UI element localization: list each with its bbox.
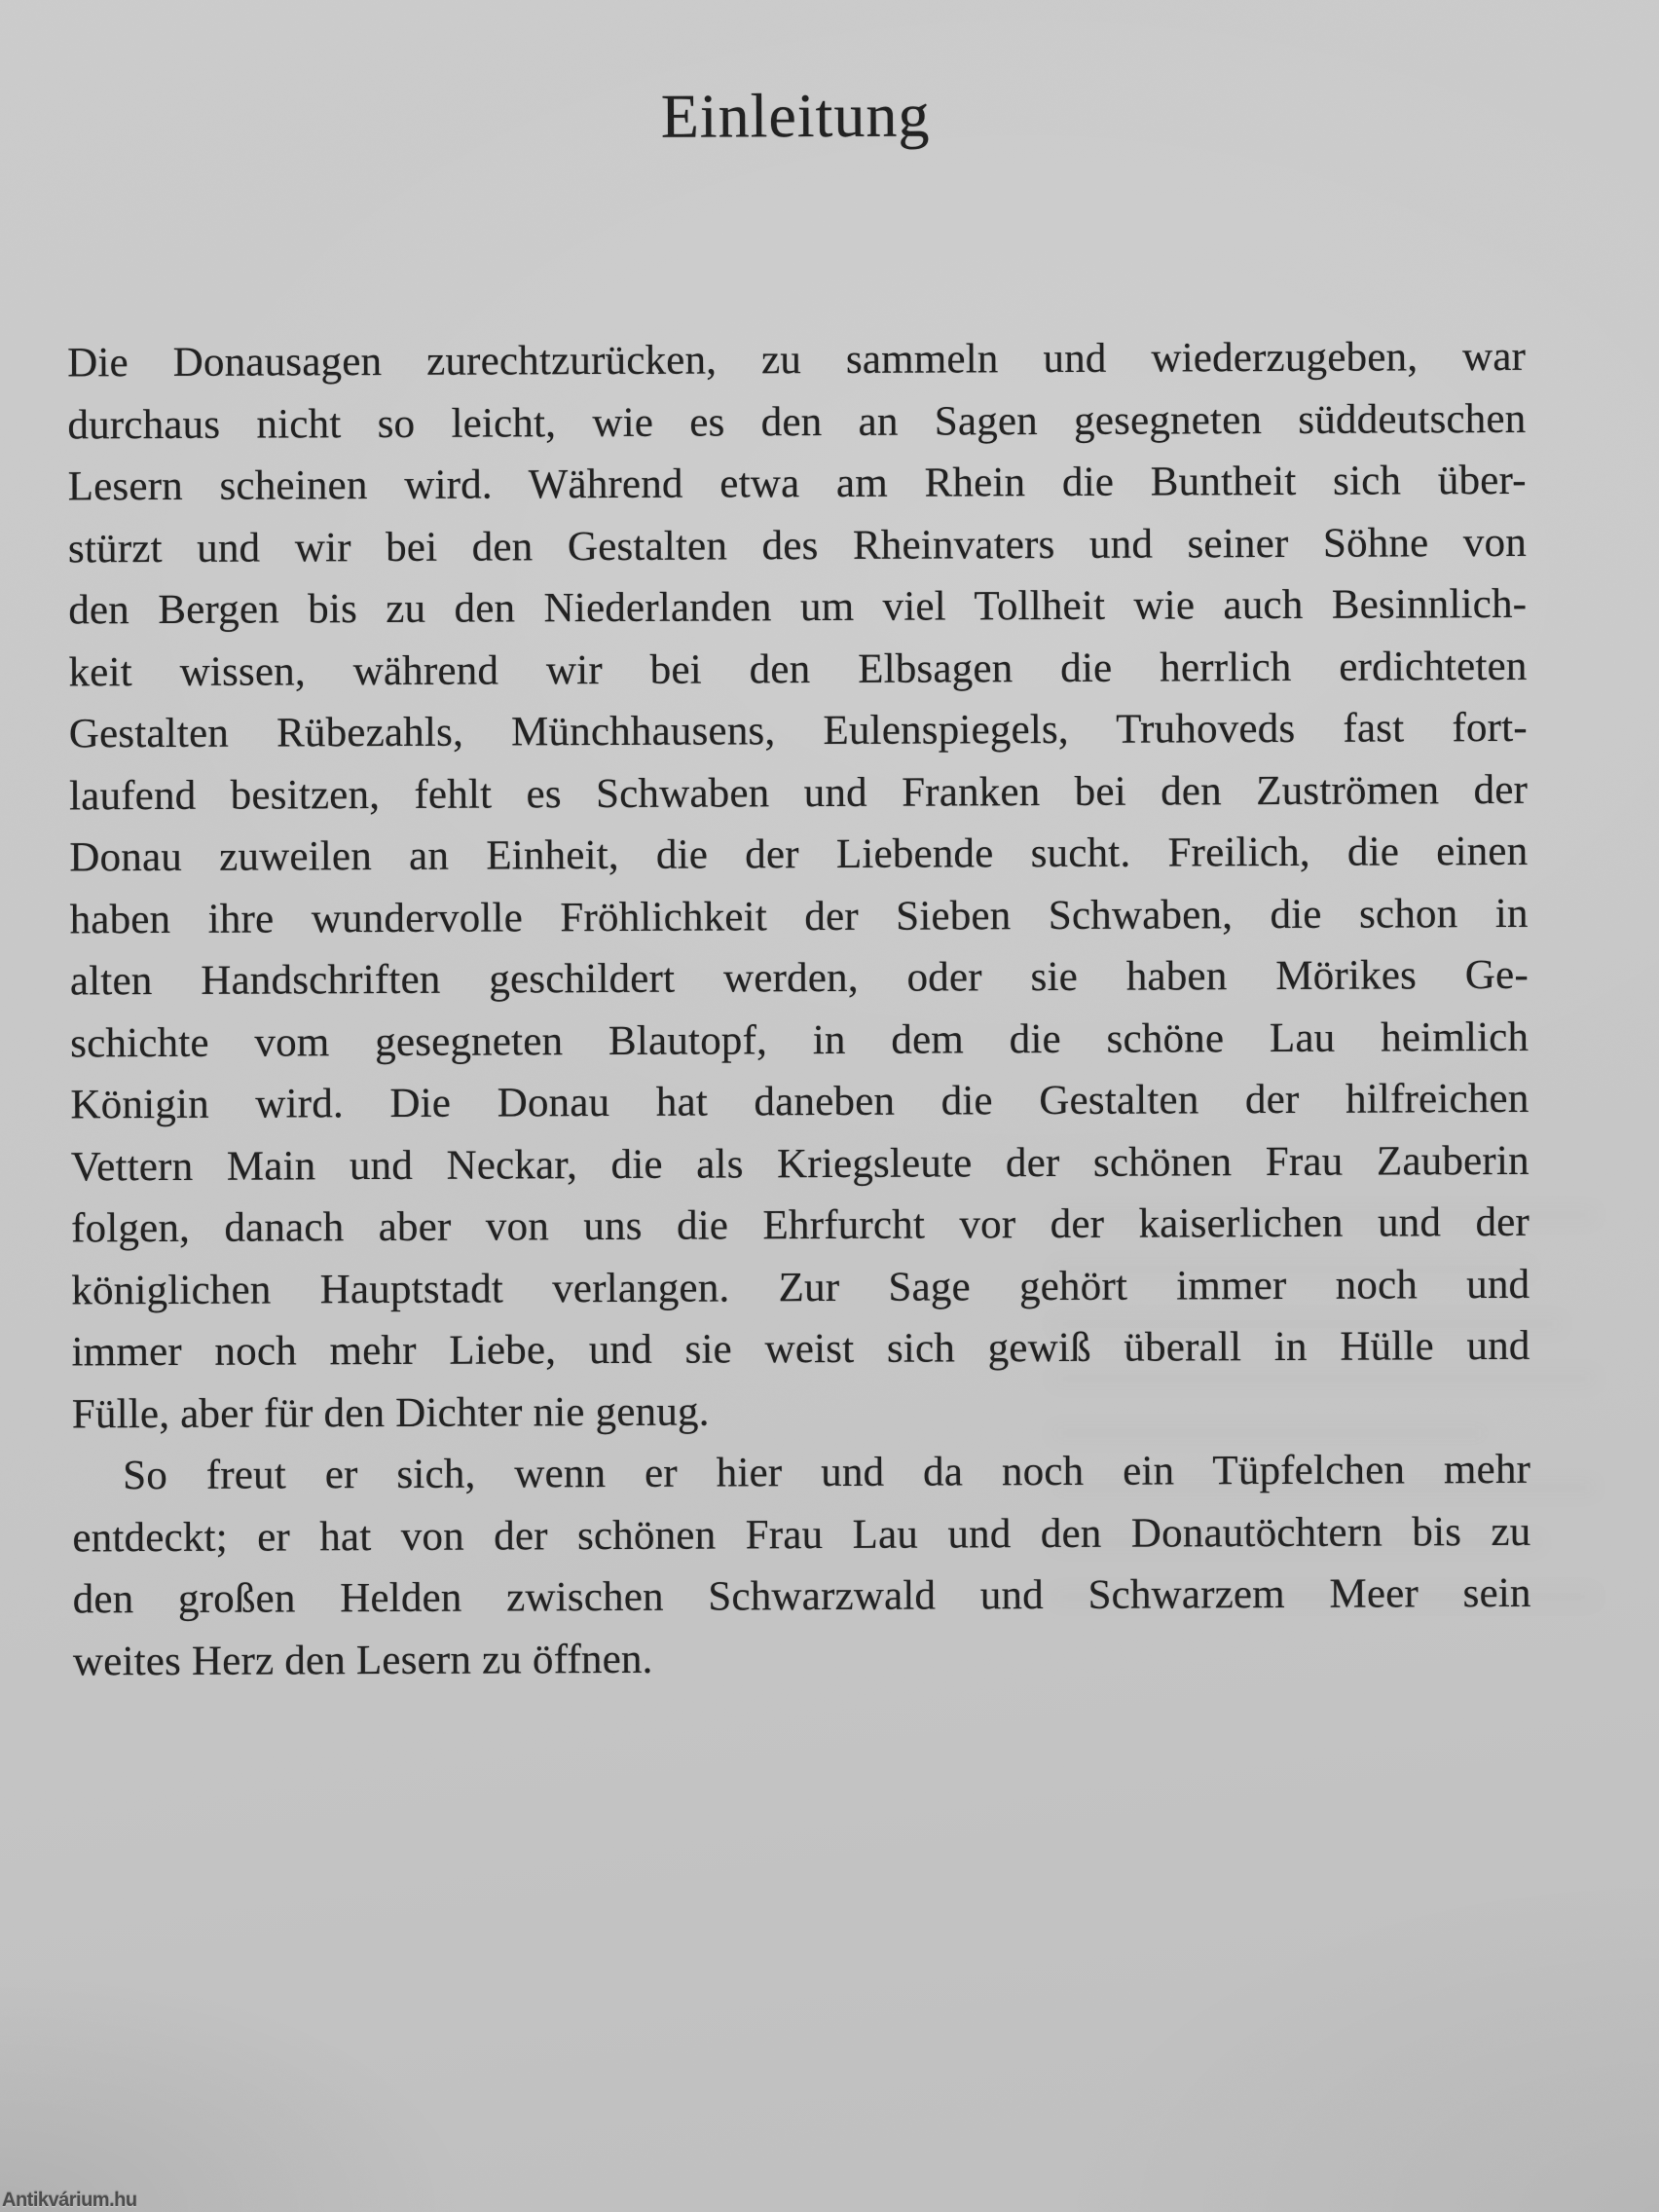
antikvarium-watermark: Antikvárium.hu bbox=[2, 2190, 137, 2211]
text-line: schichte vom gesegneten Blautopf, in dem die schöne Lau heimlich bbox=[70, 1014, 1530, 1066]
text-line: Vettern Main und Neckar, die als Kriegsleute der schönen Frau Zauberin bbox=[70, 1137, 1530, 1190]
text-line: keit wissen, während wir bei den Elbsagen die herrlich erdichteten bbox=[68, 643, 1528, 695]
text-line: stürzt und wir bei den Gestalten des Rheinvaters und seiner Söhne von bbox=[67, 519, 1528, 571]
text-line: laufend besitzen, fehlt es Schwaben und Franken bei den Zuströmen der bbox=[68, 766, 1529, 819]
body-text bbox=[67, 326, 1531, 1693]
text-line: Fülle, aber für den Dichter nie genug. bbox=[71, 1388, 710, 1437]
page-title: Einleitung bbox=[660, 80, 931, 151]
text-line: Die Donausagen zurechtzurücken, zu sammeln und wiederzugeben, war bbox=[67, 333, 1527, 387]
text-line: folgen, danach aber von uns die Ehrfurcht vor der kaiserlichen und der bbox=[70, 1198, 1530, 1252]
text-line: den großen Helden zwischen Schwarzwald und Schwarzem Meer sein bbox=[72, 1569, 1531, 1623]
text-line: königlichen Hauptstadt verlangen. Zur Sage gehört immer noch und bbox=[71, 1261, 1530, 1313]
text-line: Lesern scheinen wird. Während etwa am Rhein die Buntheit sich über- bbox=[67, 457, 1527, 510]
text-line: den Bergen bis zu den Niederlanden um viel Tollheit wie auch Besinnlich- bbox=[68, 580, 1528, 634]
text-line: weites Herz den Lesern zu öffnen. bbox=[72, 1636, 653, 1684]
text-line: So freut er sich, wenn er hier und da noch ein Tüpfelchen mehr bbox=[123, 1446, 1531, 1499]
text-line: Donau zuweilen an Einheit, die der Liebende sucht. Freilich, die einen bbox=[69, 828, 1529, 881]
text-line: alten Handschriften geschildert werden, oder sie haben Mörikes Ge- bbox=[69, 951, 1530, 1005]
text-line: Königin wird. Die Donau hat daneben die Gestalten der hilfreichen bbox=[70, 1075, 1530, 1128]
text-line: durchaus nicht so leicht, wie es den an Sagen gesegneten süddeutschen bbox=[67, 395, 1527, 448]
text-line: haben ihre wundervolle Fröhlichkeit der Sieben Schwaben, die schon in bbox=[69, 890, 1529, 942]
text-line: Gestalten Rübezahls, Münchhausens, Eulenspiegels, Truhoveds fast fort- bbox=[68, 704, 1528, 757]
text-line: entdeckt; er hat von der schönen Frau Lau und den Donautöchtern bis zu bbox=[72, 1508, 1531, 1561]
text-line: immer noch mehr Liebe, und sie weist sich gewiß überall in Hülle und bbox=[71, 1322, 1530, 1376]
